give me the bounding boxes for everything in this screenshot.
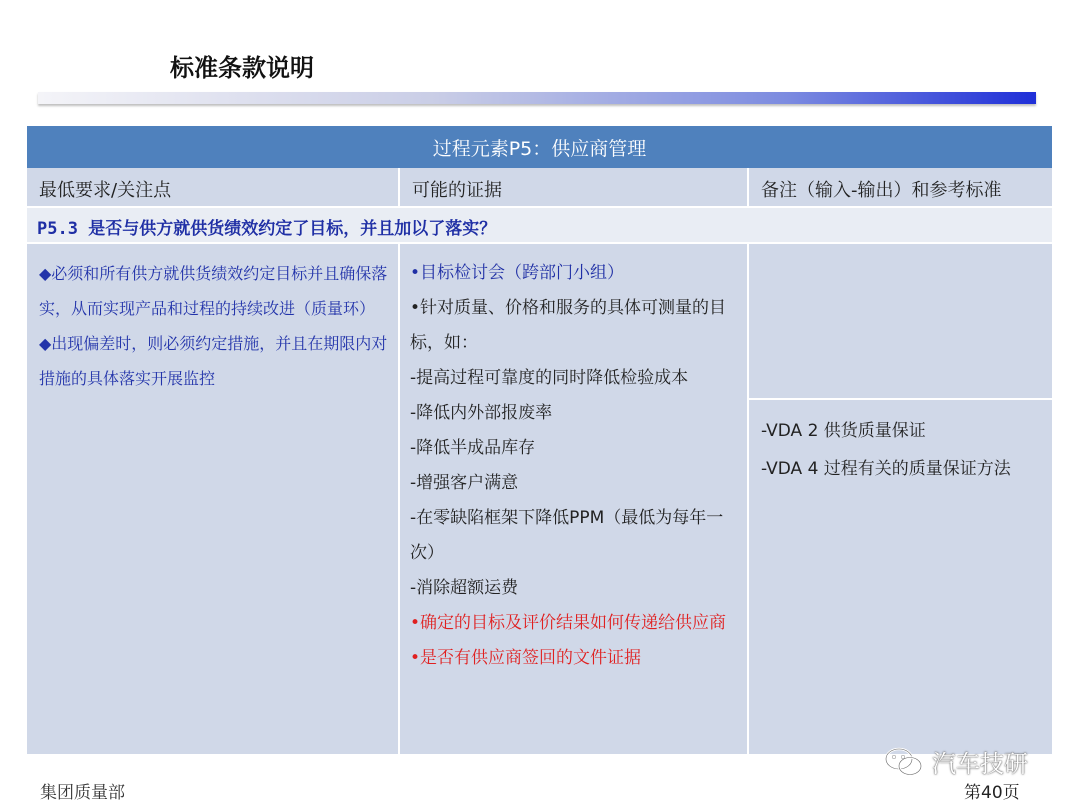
column-header-evidence: 可能的证据 <box>412 180 502 201</box>
references-cell <box>749 400 1052 754</box>
requirement-item: ◆必须和所有供方就供货绩效约定目标并且确保落实，从而实现产品和过程的持续改进（质量环） <box>39 264 388 318</box>
question-code: P5.3 <box>37 219 78 239</box>
wechat-icon <box>884 746 924 778</box>
question-text: 是否与供方就供货绩效约定了目标，并且加以了落实？ <box>88 219 497 239</box>
title-underline-bar <box>38 92 1036 104</box>
evidence-cell <box>400 244 747 754</box>
evidence-item: -降低内外部报废率 <box>410 403 553 423</box>
references-empty-cell <box>749 244 1052 398</box>
column-header-references: 备注（输入-输出）和参考标准 <box>761 180 1002 201</box>
question-row <box>27 208 1052 242</box>
criteria-table <box>27 126 1052 754</box>
column-header-row <box>27 168 1052 206</box>
reference-item: -VDA 2 供货质量保证 <box>761 421 926 441</box>
table-header: 过程元素P5：供应商管理 <box>27 126 1052 168</box>
footer-department: 集团质量部 <box>40 783 125 803</box>
watermark-text: 汽车技研 <box>932 750 1028 778</box>
reference-item: -VDA 4 过程有关的质量保证方法 <box>761 459 1011 479</box>
evidence-item: •针对质量、价格和服务的具体可测量的目标，如： <box>410 298 727 353</box>
column-divider <box>398 168 400 206</box>
requirements-cell <box>27 244 398 754</box>
page-title: 标准条款说明 <box>170 54 314 82</box>
evidence-item: -降低半成品库存 <box>410 438 536 458</box>
evidence-item: •目标检讨会（跨部门小组） <box>410 263 625 283</box>
evidence-item: •确定的目标及评价结果如何传递给供应商 <box>410 613 727 633</box>
evidence-item: -提高过程可靠度的同时降低检验成本 <box>410 368 689 388</box>
content-row <box>27 244 1052 754</box>
column-divider <box>747 168 749 206</box>
column-header-requirements: 最低要求/关注点 <box>39 180 172 201</box>
page-number: 第40页 <box>964 783 1020 803</box>
requirement-item: ◆出现偏差时，则必须约定措施，并且在期限内对措施的具体落实开展监控 <box>39 334 388 388</box>
watermark <box>884 744 1028 779</box>
evidence-item: -消除超额运费 <box>410 578 519 598</box>
evidence-item: -增强客户满意 <box>410 473 519 493</box>
evidence-item: •是否有供应商签回的文件证据 <box>410 648 642 668</box>
evidence-item: -在零缺陷框架下降低PPM（最低为每年一次） <box>410 508 724 563</box>
